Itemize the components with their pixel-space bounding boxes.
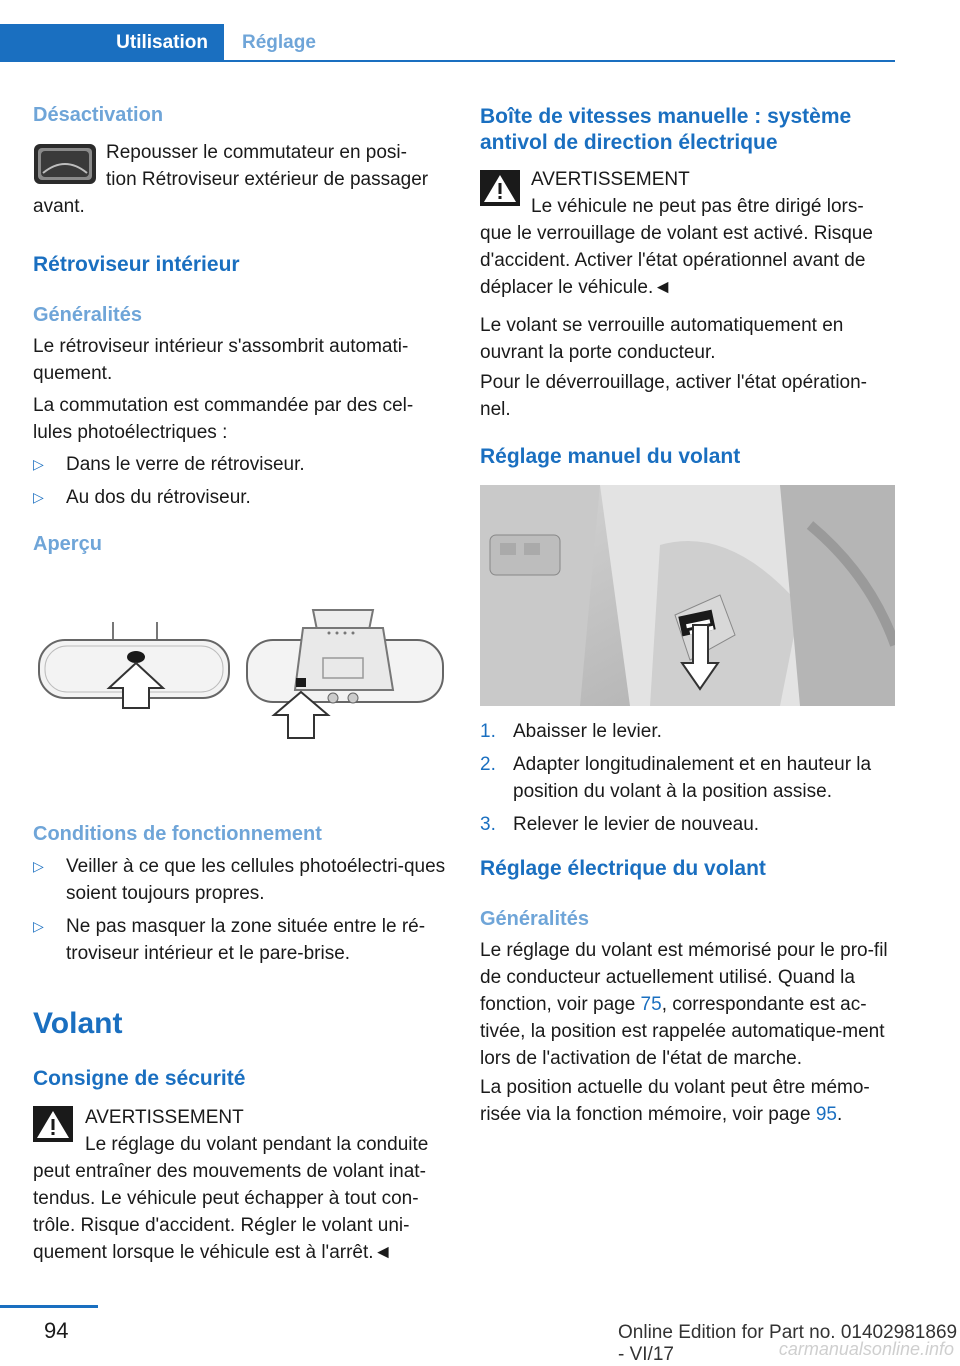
triangle-bullet-icon: ▷ — [33, 456, 44, 472]
desactivation-heading: Désactivation — [33, 104, 164, 126]
desactivation-line-1: Repousser le commutateur en posi- — [106, 142, 407, 163]
steps-list — [480, 718, 896, 838]
reglage-elec-heading: Réglage électrique du volant — [480, 857, 766, 880]
conditions-bullet-list — [33, 853, 449, 967]
gen-paragraph-2: La commutation est commandée par des cel-lules photoélectriques : — [33, 395, 414, 443]
right-paragraph-1: Le volant se verrouille automatiquement en ouvrant la porte conducteur. — [480, 315, 844, 363]
step-number: 1. — [480, 721, 496, 742]
paragraph-text: Le réglage du volant est mémorisé pour le pro-fil de conducteur actuellement utilisé. Quand la fonction, voir page — [480, 940, 888, 1015]
interior-mirror-illustration — [33, 600, 449, 750]
boite-heading: Boîte de vitesses manuelle : système antivol de direction électrique — [480, 105, 852, 154]
step-number: 2. — [480, 754, 496, 775]
paragraph-text: . — [836, 1104, 843, 1125]
list-item — [33, 451, 449, 478]
header-divider — [0, 60, 895, 62]
list-item — [33, 853, 449, 907]
reglage-manuel-heading: Réglage manuel du volant — [480, 445, 741, 468]
list-item-text: Au dos du rétroviseur. — [66, 487, 251, 508]
edition-text: Online Edition for Part no. 01402981869 - VI/17 — [618, 1322, 958, 1365]
generalites-heading-right: Généralités — [480, 908, 589, 930]
warning-line-left: Le réglage du volant pendant la conduite — [85, 1134, 429, 1155]
conditions-heading: Conditions de fonctionnement — [33, 823, 322, 845]
warning-title-left: AVERTISSEMENT — [85, 1107, 244, 1128]
paragraph-text: , correspondante est ac-tivée, la position est rappelée automatique-ment lors de l'activation de l'état de marche. — [480, 994, 885, 1069]
desactivation-line-3: avant. — [33, 196, 85, 217]
page-link-75[interactable]: 75 — [640, 994, 662, 1015]
triangle-bullet-icon: ▷ — [33, 858, 44, 874]
triangle-bullet-icon: ▷ — [33, 918, 44, 934]
step-number: 3. — [480, 814, 496, 835]
list-item — [33, 484, 449, 511]
retro-heading: Rétroviseur intérieur — [33, 253, 240, 276]
warning-triangle-icon — [33, 1106, 73, 1142]
volant-heading: Volant — [33, 1007, 123, 1040]
list-item-text: Relever le levier de nouveau. — [513, 814, 760, 835]
right-paragraph-2: Pour le déverrouillage, activer l'état opération-nel. — [480, 372, 868, 420]
list-item-text: Dans le verre de rétroviseur. — [66, 454, 305, 475]
steering-lever-photo — [480, 485, 895, 706]
consigne-heading: Consigne de sécurité — [33, 1067, 246, 1090]
paragraph-text: La position actuelle du volant peut être mémo-risée via la fonction mémoire, voir page — [480, 1077, 870, 1125]
list-item — [33, 913, 449, 967]
gen-bullet-list — [33, 451, 449, 511]
generalites-heading-left: Généralités — [33, 304, 142, 326]
list-item-text: Abaisser le levier. — [513, 721, 662, 742]
list-item — [480, 811, 896, 838]
list-item-text: Adapter longitudinalement et en hauteur la position du volant à la position assise. — [513, 754, 872, 802]
apercu-heading: Aperçu — [33, 533, 102, 555]
watermark: carmanualsonline.info — [778, 1339, 954, 1359]
footer-divider — [0, 1305, 98, 1308]
list-item-text: Ne pas masquer la zone située entre le ré-troviseur intérieur et le pare-brise. — [66, 916, 426, 964]
triangle-bullet-icon: ▷ — [33, 489, 44, 505]
tab-reglage[interactable]: Réglage — [242, 32, 316, 53]
warning-text-left: peut entraîner des mouvements de volant inat-tendus. Le véhicule peut échapper à tout con-trôle. Risque d'accident. Régler le volant uni-quement lorsque le véhicule est à l'arrêt.◄ — [33, 1161, 426, 1263]
desactivation-line-2: tion Rétroviseur extérieur de passager — [106, 169, 429, 190]
warning-title-right: AVERTISSEMENT — [531, 169, 690, 190]
elec-paragraph-2 — [480, 1074, 896, 1128]
mirror-switch-icon — [33, 143, 97, 185]
warning-line-right: Le véhicule ne peut pas être dirigé lors- — [531, 196, 864, 217]
page-link-95[interactable]: 95 — [815, 1104, 837, 1125]
list-item-text: Veiller à ce que les cellules photoélectri-ques soient toujours propres. — [66, 856, 446, 904]
list-item — [480, 751, 896, 805]
page-number: 94 — [44, 1318, 69, 1343]
elec-paragraph-1 — [480, 937, 896, 1072]
tab-utilisation[interactable]: Utilisation — [0, 24, 224, 62]
warning-triangle-icon — [480, 170, 520, 206]
list-item — [480, 718, 896, 745]
gen-paragraph-1: Le rétroviseur intérieur s'assombrit automati-quement. — [33, 336, 409, 384]
warning-text-right: que le verrouillage de volant est activé. Risque d'accident. Activer l'état opérationnel avant de déplacer le véhicule.◄ — [480, 223, 873, 298]
